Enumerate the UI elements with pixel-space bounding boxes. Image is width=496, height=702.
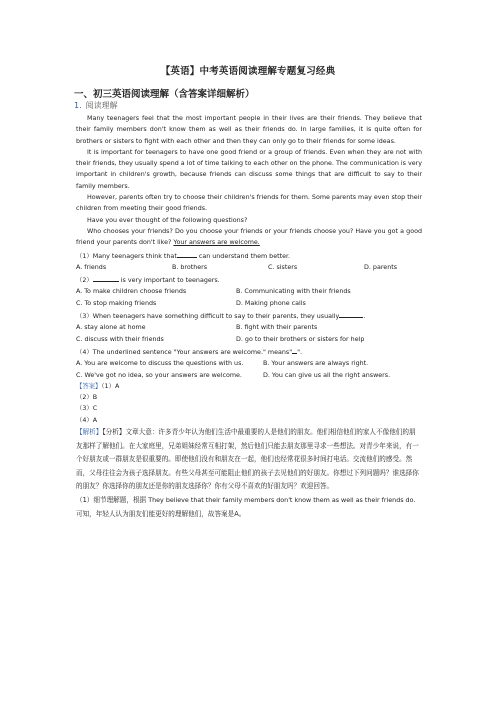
- option-row: [76, 358, 422, 369]
- answer-tag: 【答案】: [76, 382, 102, 390]
- analysis-detail: [76, 494, 422, 521]
- document-title: 【英语】中考英语阅读理解专题复习经典: [160, 66, 336, 77]
- option-a: A. You are welcome to discuss the questions with us.: [76, 360, 244, 368]
- stem-text: （3）When teenagers have something difficult to say to their parents, they usually: [76, 313, 340, 321]
- section-heading: 一、初三英语阅读理解（含答案详细解析）: [74, 89, 255, 100]
- answer-item: （4）A: [76, 416, 98, 424]
- analysis-tag: 【解析】: [76, 428, 103, 437]
- option-b: B. Your answers are always right.: [263, 360, 369, 368]
- option-row: [76, 262, 422, 273]
- answer-item: （3）C: [76, 405, 98, 413]
- option-d: D. go to their brothers or sisters for help: [236, 335, 365, 343]
- answer-blank: [339, 309, 366, 321]
- answer-key: [76, 381, 422, 392]
- option-b: B. Communicating with their friends: [236, 288, 351, 296]
- question-stem: [76, 249, 422, 262]
- option-d: D. Making phone calls: [236, 299, 306, 307]
- analysis-paragraph: [76, 426, 422, 494]
- stem-text: .: [363, 313, 366, 321]
- detail-quote: They believe that their family members don't know them as well as their friends do.: [148, 496, 416, 504]
- option-b: B. brothers: [172, 263, 208, 271]
- passage-paragraph: Many teenagers feel that the most important people in their lives are their friends. They believe that their family members don't know them as well as their friends do. In large families, it is quite often for brothers or sisters to fight with each other and then they can only go to their friends for some ideas.: [76, 115, 422, 145]
- passage-paragraph: It is important for teenagers to have one good friend or a group of friends. Even when they are not with their friends, they usually spend a lot of time talking to each other on the phone. The communication is very important in children's growth, because friends can discuss some things that are difficult to say to their family members.: [76, 148, 422, 190]
- stem-text: （4）The underlined sentence "Your answers are welcome." means": [76, 348, 293, 356]
- answer-item: （1）A: [101, 382, 120, 390]
- option-row: [76, 286, 422, 297]
- analysis-text: 【分析】文章大意：许多青少年认为他们生活中最重要的人是他们的朋友。他们相信他们的家人不像他们的朋友那样了解他们。在大家庭里，兄弟姐妹经常互相打架，然后他们只能去朋友那里寻求一些想法。对青少年来说，有一个好朋友或一群朋友是很重要的。即使他们没有和朋友在一起，他们也经常花很多时间打电话。交流他们的感受。然而，父母往往会为孩子选择朋友。有些父母甚至可能阻止他们的孩子去见他们的好朋友。你想过下列问题吗？谁选择你的朋友？你选择你的朋友还是你的朋友选择你？你有父母不喜欢的好朋友吗？欢迎回答。: [76, 428, 419, 491]
- option-a: A. To make children choose friends: [76, 288, 187, 296]
- question-stem: [76, 309, 422, 322]
- stem-text: can understand them better.: [198, 252, 291, 260]
- underlined-sentence: Your answers are welcome.: [173, 239, 260, 247]
- option-c: C. sisters: [268, 263, 298, 271]
- detail-text: （1）细节理解题，根据: [76, 495, 147, 504]
- answer-blank: [177, 249, 197, 258]
- passage-closing: [76, 226, 422, 249]
- stem-text: ".: [297, 348, 303, 356]
- passage-paragraph: However, parents often try to choose their children's friends for them. Some parents may even stop their children from meeting their good friends.: [76, 194, 422, 213]
- closing-text: Who chooses your friends? Do you choose your friends or your friends choose you? Have you got a good friend your parents don't like?: [76, 227, 422, 247]
- option-row: [76, 334, 422, 345]
- option-d: D. parents: [364, 263, 398, 271]
- question-stem: [76, 345, 422, 358]
- option-a: A. stay alone at home: [76, 324, 146, 332]
- stem-text: （1）Many teenagers think that: [76, 252, 177, 260]
- detail-text: 可知，年轻人认为朋友们能更好的理解他们，故答案是A。: [76, 509, 246, 518]
- stem-text: （2）: [76, 277, 93, 285]
- option-c: C. We've got no idea, so your answers are welcome.: [76, 371, 242, 379]
- item-label: 阅读理解: [85, 101, 118, 110]
- option-d: D. You can give us all the right answers.: [263, 371, 391, 379]
- option-row: [76, 370, 422, 381]
- item-heading: [74, 100, 118, 111]
- option-a: A. friends: [76, 263, 107, 271]
- option-b: B. fight with their parents: [236, 324, 318, 332]
- question-stem: [76, 273, 422, 286]
- option-row: [76, 298, 422, 309]
- item-number: 1.: [74, 101, 82, 110]
- option-c: C. discuss with their friends: [76, 335, 164, 343]
- option-row: [76, 322, 422, 333]
- answer-blank: [93, 273, 119, 282]
- document-body: [76, 113, 422, 521]
- option-c: C. To stop making friends: [76, 299, 157, 307]
- answer-item: （2）B: [76, 394, 98, 402]
- passage-paragraph: Have you ever thought of the following questions?: [87, 216, 248, 224]
- stem-text: is very important to teenagers.: [120, 277, 220, 285]
